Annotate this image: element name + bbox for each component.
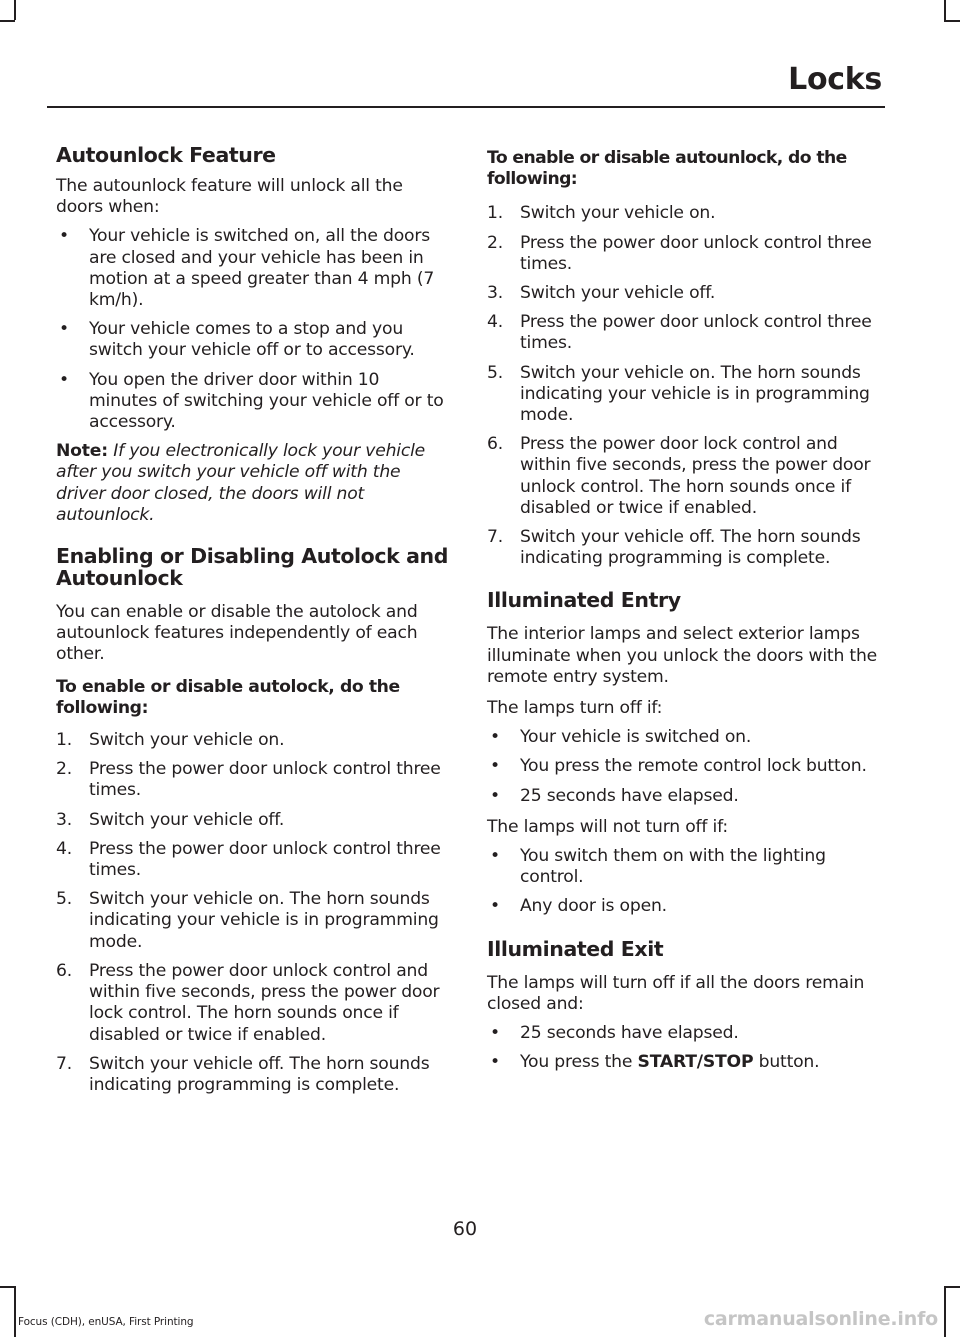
list-item-text-post: button.	[758, 1052, 820, 1073]
bullet-marker: •	[490, 785, 500, 806]
bullet-marker: •	[59, 226, 69, 247]
list-item	[56, 810, 448, 831]
chapter-title: Locks	[788, 62, 882, 97]
list-item	[487, 896, 879, 917]
edition-footer: Focus (CDH), enUSA, First Printing	[18, 1316, 194, 1328]
step-number: 7.	[487, 527, 503, 548]
bullet-marker: •	[490, 896, 500, 917]
heading-illuminated-entry: Illuminated Entry	[487, 588, 681, 613]
list-item	[56, 730, 448, 751]
list-item	[487, 1023, 879, 1044]
list-item	[487, 846, 879, 888]
bullet-marker: •	[59, 369, 69, 390]
list-item-text: Switch your vehicle off.	[520, 283, 716, 304]
list-item-text: Your vehicle is switched on, all the doors are closed and your vehicle has been in motion at a speed greater than 4 mph (7 km/h).	[89, 226, 435, 311]
list-item	[56, 961, 448, 1046]
bullet-marker: •	[490, 756, 500, 777]
list-item	[487, 756, 879, 777]
exit-paragraph: The lamps will turn off if all the doors remain closed and:	[487, 972, 865, 1014]
list-item-text: Your vehicle is switched on.	[520, 727, 752, 748]
step-number: 1.	[56, 730, 72, 751]
list-item-text: Press the power door unlock control three times.	[520, 312, 872, 354]
step-number: 2.	[487, 232, 503, 253]
step-number: 3.	[487, 283, 503, 304]
bullet-marker: •	[490, 846, 500, 867]
list-item	[487, 786, 879, 807]
heading-enabling-disabling: Enabling or Disabling Autolock and Autounlock	[56, 544, 448, 591]
bullet-marker: •	[490, 1052, 500, 1073]
list-item-text: Switch your vehicle on.	[89, 730, 285, 751]
enabling-paragraph: You can enable or disable the autolock and autounlock features independently of each other.	[56, 602, 418, 665]
list-item-text: Switch your vehicle off. The horn sounds indicating programming is complete.	[520, 527, 861, 569]
note-label: Note:	[56, 441, 108, 462]
bullet-marker: •	[59, 319, 69, 340]
list-item-text: You open the driver door within 10 minutes of switching your vehicle off or to accessory.	[89, 369, 444, 433]
list-item	[56, 839, 448, 881]
list-item-text: You switch them on with the lighting control.	[520, 846, 826, 888]
watermark: carmanualsonline.info	[703, 1308, 938, 1330]
entry-paragraph: The interior lamps and select exterior lamps illuminate when you unlock the doors with the remote entry system.	[487, 624, 878, 687]
step-number: 2.	[56, 759, 72, 780]
list-item	[487, 283, 879, 304]
crop-mark-bl-h	[0, 1286, 15, 1288]
bullet-marker: •	[490, 1023, 500, 1044]
crop-mark-tr-h	[944, 20, 960, 22]
list-item	[56, 759, 448, 801]
list-item-text: Press the power door unlock control three times.	[89, 759, 441, 801]
list-item	[487, 434, 879, 519]
list-item-text: Press the power door unlock control and within five seconds, press the power door lock control. The horn sounds once if disabled or twice if enabled.	[89, 960, 440, 1045]
list-item-text: You press the remote control lock button.	[520, 756, 867, 777]
list-item	[56, 1054, 448, 1096]
heading-autounlock-feature: Autounlock Feature	[56, 143, 276, 167]
crop-mark-br-h	[944, 1286, 960, 1288]
crop-mark-br-v	[944, 1286, 946, 1337]
crop-mark-bl-v	[14, 1286, 16, 1337]
step-number: 6.	[56, 960, 72, 981]
list-item-text: 25 seconds have elapsed.	[520, 1023, 739, 1044]
list-item	[487, 233, 879, 275]
list-item-text: Switch your vehicle on. The horn sounds indicating your vehicle is in programming mode.	[520, 362, 870, 426]
start-stop-label: START/STOP	[637, 1052, 754, 1073]
list-item	[487, 1052, 879, 1073]
note-text: If you electronically lock your vehicle after you switch your vehicle off with the driver door closed, the doors will not autounlock.	[56, 441, 426, 525]
list-item-text: Any door is open.	[520, 896, 667, 917]
bullet-marker: •	[490, 727, 500, 748]
list-item	[487, 312, 879, 354]
list-item-text: Press the power door unlock control three times.	[520, 232, 872, 274]
step-number: 5.	[56, 889, 72, 910]
step-number: 4.	[487, 312, 503, 333]
list-item	[56, 226, 448, 311]
list-item	[56, 370, 448, 434]
heading-illuminated-exit: Illuminated Exit	[487, 936, 664, 961]
list-item-text: 25 seconds have elapsed.	[520, 785, 739, 806]
heading-autounlock-steps: To enable or disable autounlock, do the following:	[487, 148, 847, 190]
list-item	[487, 203, 879, 224]
list-item	[487, 727, 879, 748]
list-item	[487, 527, 879, 569]
list-item-text: Switch your vehicle off. The horn sounds indicating programming is complete.	[89, 1053, 430, 1095]
list-item-text: Switch your vehicle on. The horn sounds indicating your vehicle is in programming mode.	[89, 889, 439, 952]
step-number: 6.	[487, 434, 503, 455]
header-rule	[47, 106, 885, 108]
list-item-text: Switch your vehicle off.	[89, 809, 285, 830]
crop-mark-tr-v	[944, 0, 946, 20]
step-number: 4.	[56, 838, 72, 859]
heading-autolock-steps: To enable or disable autolock, do the following:	[56, 676, 400, 718]
list-item-text: Press the power door lock control and within five seconds, press the power door unlock control. The horn sounds once if disabled or twice if enabled.	[520, 434, 871, 518]
left-column	[56, 144, 448, 1096]
step-number: 1.	[487, 203, 503, 224]
list-item	[487, 363, 879, 427]
page-number: 60	[452, 1218, 478, 1240]
note-paragraph	[56, 441, 448, 526]
step-number: 3.	[56, 809, 72, 830]
autounlock-intro: The autounlock feature will unlock all the doors when:	[56, 176, 403, 218]
crop-mark-tl-h	[0, 20, 15, 22]
list-item-text: Your vehicle comes to a stop and you switch your vehicle off or to accessory.	[89, 319, 415, 361]
list-item-text: Switch your vehicle on.	[520, 203, 716, 224]
lamps-not-off-if-paragraph: The lamps will not turn off if:	[487, 816, 728, 837]
step-number: 5.	[487, 362, 503, 383]
step-number: 7.	[56, 1053, 72, 1074]
list-item-text: Press the power door unlock control three times.	[89, 838, 441, 881]
list-item-text-pre: You press the	[520, 1052, 633, 1073]
lamps-off-if-paragraph: The lamps turn off if:	[487, 698, 663, 719]
right-column	[487, 148, 879, 1074]
list-item	[56, 319, 448, 361]
crop-mark-tl-v	[14, 0, 16, 20]
list-item	[56, 889, 448, 953]
